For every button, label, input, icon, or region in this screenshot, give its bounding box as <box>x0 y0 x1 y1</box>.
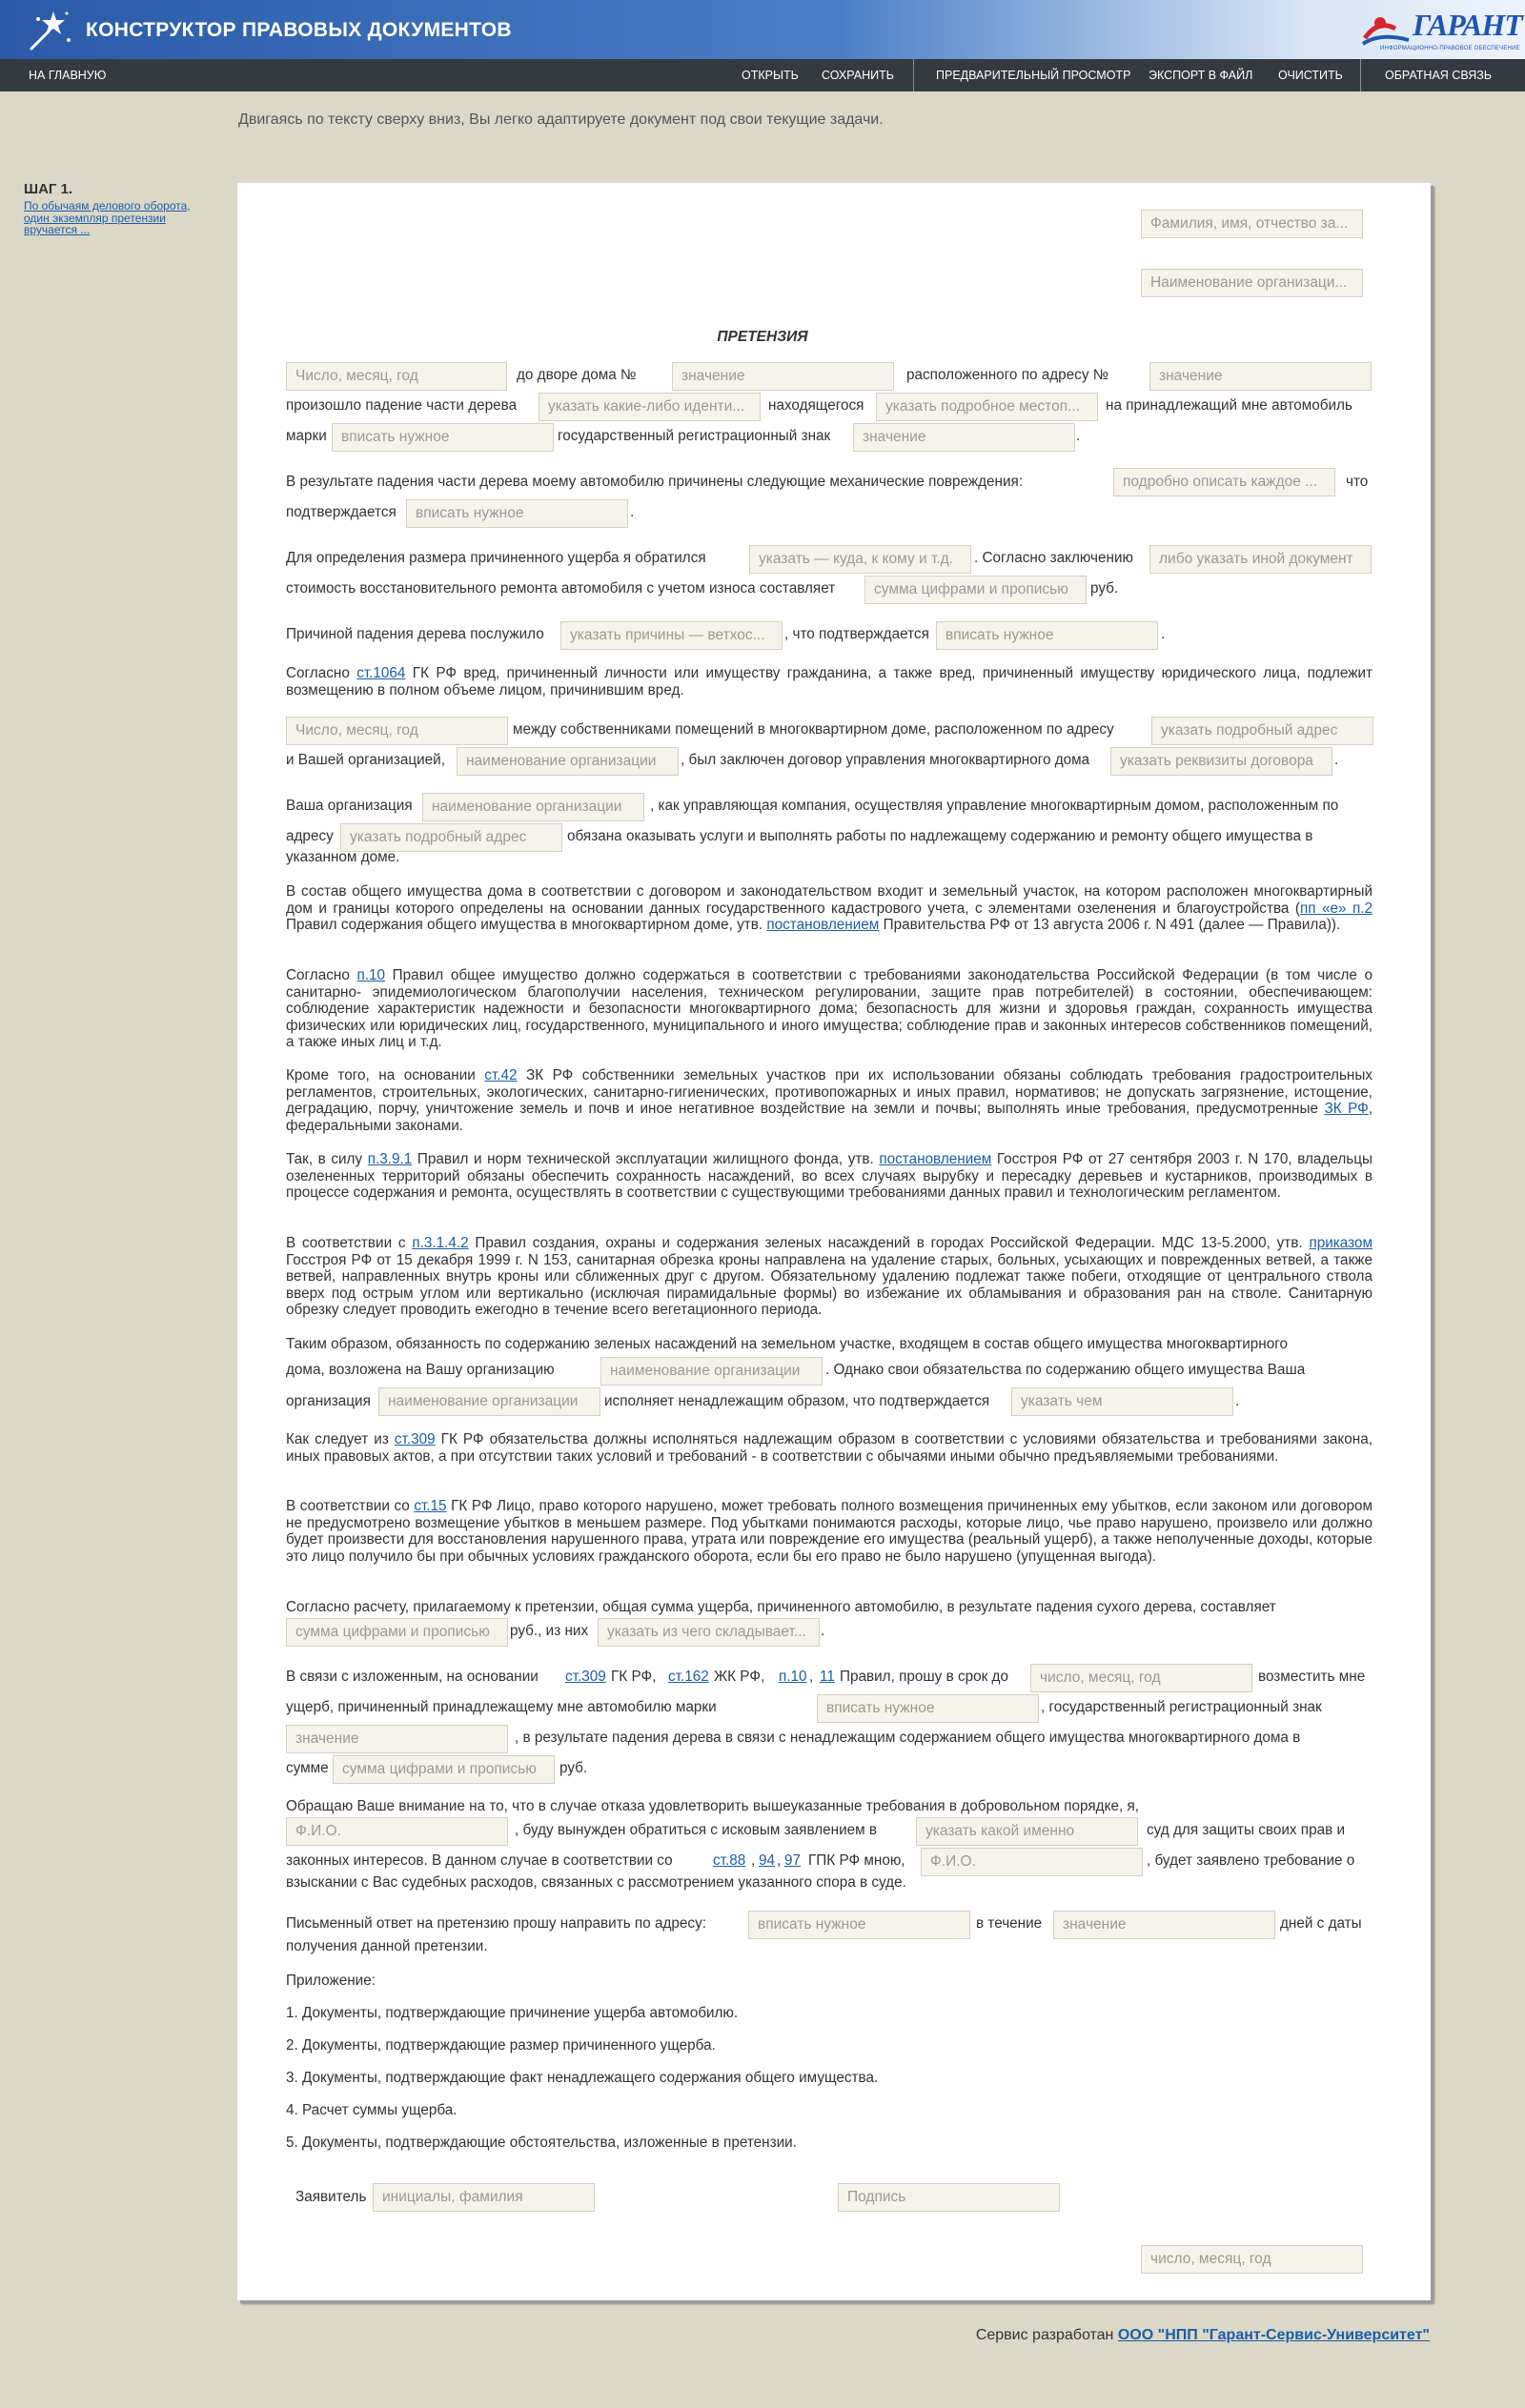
text-fragment: ГК РФ, <box>611 1669 657 1685</box>
magic-wand-icon <box>25 8 74 53</box>
applicant-initials-field[interactable]: инициалы, фамилия <box>373 2183 595 2212</box>
text-fragment: . <box>821 1623 825 1639</box>
text-fragment: . <box>1161 626 1166 642</box>
nav-preview[interactable]: ПРЕДВАРИТЕЛЬНЫЙ ПРОСМОТР <box>936 69 1131 82</box>
text-fragment: адресу <box>286 828 334 844</box>
house-address-field[interactable]: указать подробный адрес <box>340 823 562 852</box>
app-title: КОНСТРУКТОР ПРАВОВЫХ ДОКУМЕНТОВ <box>86 19 512 41</box>
text-fragment: руб. <box>559 1760 588 1776</box>
text-fragment: дней с даты <box>1280 1915 1362 1932</box>
nav-clear[interactable]: ОЧИСТИТЬ <box>1278 69 1343 82</box>
text-fragment: возместить мне <box>1258 1669 1366 1685</box>
law-link[interactable]: 94 <box>759 1852 776 1869</box>
text-fragment: Таким образом, обязанность по содержанию зеленых насаждений на земельном участке, входящем в состав общего имущества многоквартирного <box>286 1336 1289 1352</box>
law-link[interactable]: 97 <box>784 1852 802 1869</box>
garant-emblem-icon <box>1361 11 1413 50</box>
address-number-field[interactable]: значение <box>1149 362 1372 391</box>
footer: Сервис разработан ООО "НПП "Гарант-Сервис-Университет" <box>975 2327 1430 2343</box>
text-fragment: взыскании с Вас судебных расходов, связанных с рассмотрением указанного спора в суде. <box>286 1874 906 1891</box>
attachment-item: 1. Документы, подтверждающие причинение ущерба автомобилю. <box>286 2005 739 2021</box>
paragraph-land-code: Кроме того, на основании ст.42 ЗК РФ собственники земельных участков при их использовании обязаны соблюдать требования градостроительных регламентов, строительных, экологических, санитарно-гигиенических, противопожарных и иных правил, нормативов; не допускать загрязнение, истощение, деградацию, порчу, уничтожение земель и почв и иное негативное воздействие на земли и почвы; выполнять иные требования, предусмотренные ЗК РФ, федеральными законами. <box>286 1067 1373 1134</box>
text-fragment: находящегося <box>768 397 864 414</box>
tree-id-field[interactable]: указать какие-либо иденти... <box>539 393 761 421</box>
text-fragment: , был заключен договор управления многоквартирного дома <box>681 752 1090 768</box>
text-fragment: марки <box>286 428 327 444</box>
text-fragment: указанном доме. <box>286 849 400 865</box>
contract-date-field[interactable]: Число, месяц, год <box>286 717 508 745</box>
text-fragment: до дворе дома № <box>517 367 637 383</box>
applicant-label: Заявитель <box>295 2189 367 2205</box>
nav-feedback[interactable]: ОБРАТНАЯ СВЯЗЬ <box>1385 69 1493 82</box>
violation-proof-field[interactable]: указать чем <box>1011 1387 1233 1416</box>
applicant-fio-field[interactable]: Ф.И.О. <box>286 1817 508 1846</box>
recipient-fio-field[interactable]: Фамилия, имя, отчество за... <box>1141 210 1363 238</box>
nav-separator <box>1360 59 1361 91</box>
text-fragment: . <box>1334 752 1339 768</box>
law-link[interactable]: 11 <box>820 1669 835 1685</box>
text-fragment: расположенного по адресу № <box>906 367 1109 383</box>
text-fragment: ГПК РФ мною, <box>808 1852 905 1869</box>
text-fragment: . <box>630 504 635 520</box>
text-fragment: , буду вынужден обратиться с исковым заявлением в <box>515 1822 878 1838</box>
law-link[interactable]: п.10 <box>356 967 386 983</box>
management-org-field[interactable]: наименование организации <box>457 747 679 776</box>
text-fragment: . Согласно заключению <box>974 550 1133 566</box>
developer-link[interactable]: ООО "НПП "Гарант-Сервис-Университет" <box>1117 2327 1430 2343</box>
attachment-item: 5. Документы, подтверждающие обстоятельства, изложенные в претензии. <box>286 2135 797 2151</box>
text-fragment: обязана оказывать услуги и выполнять работы по надлежащему содержанию и ремонту общего имущества в <box>567 828 1313 844</box>
law-link[interactable]: пп «е» п.2 <box>1299 900 1372 917</box>
law-link[interactable]: ст.42 <box>484 1067 518 1083</box>
text-fragment: Письменный ответ на претензию прошу направить по адресу: <box>286 1915 706 1932</box>
damage-total-field[interactable]: сумма цифрами и прописью <box>286 1618 508 1647</box>
signature-date-field[interactable]: число, месяц, год <box>1141 2245 1363 2274</box>
law-link[interactable]: ст.309 <box>394 1431 436 1447</box>
expert-document-field[interactable]: либо указать иной документ <box>1149 545 1372 574</box>
text-fragment: Согласно расчету, прилагаемому к претензии, общая сумма ущерба, причиненного автомобилю, в результате падения сухого дерева, составляет <box>286 1599 1276 1615</box>
text-fragment: организация <box>286 1393 371 1409</box>
step-title: ШАГ 1. <box>24 181 73 197</box>
document-title: ПРЕТЕНЗИЯ <box>717 329 808 345</box>
text-fragment: исполняет ненадлежащим образом, что подтверждается <box>604 1393 990 1409</box>
reply-address-field[interactable]: вписать нужное <box>748 1911 970 1939</box>
damage-breakdown-field[interactable]: указать из чего складывает... <box>598 1618 820 1647</box>
law-link[interactable]: п.3.9.1 <box>367 1151 413 1167</box>
text-fragment: произошло падение части дерева <box>286 397 518 414</box>
text-fragment: Для определения размера причиненного ущерба я обратился <box>286 550 706 566</box>
nav-open[interactable]: ОТКРЫТЬ <box>742 69 799 82</box>
text-fragment: дома, возложена на Вашу организацию <box>286 1362 555 1378</box>
top-nav <box>0 59 1525 91</box>
paragraph-common-property: В состав общего имущества дома в соответствии с договором и законодательством входит и земельный участок, на котором расположен многоквартирный дом и границы которого определены на основании данных государственного кадастрового учета, с элементами озеленения и благоустройства (пп «е» п.2 Правил содержания общего имущества в многоквартирном доме, утв. постановлением Правительства РФ от 13 августа 2006 г. N 491 (далее — Правила)). <box>286 883 1372 933</box>
paragraph-art-1064: Согласно ст.1064 ГК РФ вред, причиненный личности или имуществу гражданина, а также вред, причиненный имуществу юридического лица, подлежит возмещению в полном объеме лицом, причинившим вред. <box>286 665 1373 698</box>
management-org-field[interactable]: наименование организации <box>422 793 644 821</box>
tree-location-field[interactable]: указать подробное местоп... <box>876 393 1098 421</box>
law-link[interactable]: п.10 <box>779 1669 807 1685</box>
text-fragment: Ваша организация <box>286 798 413 814</box>
attachment-item: 2. Документы, подтверждающие размер причиненного ущерба. <box>286 2037 716 2054</box>
intro-text: Двигаясь по тексту сверху вниз, Вы легко адаптируете документ под свои текущие задачи. <box>238 111 884 128</box>
app-header <box>0 0 1525 59</box>
recipient-org-field[interactable]: Наименование организаци... <box>1141 269 1363 297</box>
text-fragment: , государственный регистрационный знак <box>1041 1699 1322 1715</box>
paragraph-housing-rules: Так, в силу п.3.9.1 Правил и норм технической эксплуатации жилищного фонда, утв. постановлением Госстроя РФ от 27 сентября 2003 г. N 170, владельцы озелененных территорий обязаны обеспечить сохранность насаждений, во всех случаях вырубку и пересадку деревьев и кустарников, производимых в процессе содержания и ремонта, осуществлять в соответствии с существующими требованиями данных правил и технологическим регламентом. <box>286 1151 1372 1201</box>
text-fragment: , <box>751 1852 756 1869</box>
nav-home[interactable]: НА ГЛАВНУЮ <box>29 69 107 82</box>
text-fragment: подтверждается <box>286 504 396 520</box>
step-hint-link[interactable]: По обычаям делового оборота, один экземпляр претензии вручается ... <box>24 199 191 236</box>
court-name-field[interactable]: указать какой именно <box>916 1817 1138 1846</box>
house-address-field[interactable]: указать подробный адрес <box>1151 717 1373 745</box>
text-fragment: , <box>777 1852 782 1869</box>
signature-field[interactable]: Подпись <box>838 2183 1060 2212</box>
text-fragment: на принадлежащий мне автомобиль <box>1106 397 1352 414</box>
applicant-fio-field[interactable]: Ф.И.О. <box>921 1848 1143 1876</box>
text-fragment: , <box>809 1669 814 1685</box>
text-fragment: законных интересов. В данном случае в соответствии со <box>286 1852 673 1869</box>
reply-days-field[interactable]: значение <box>1053 1911 1275 1939</box>
car-make-field[interactable]: вписать нужное <box>332 423 554 452</box>
registration-plate-field[interactable]: значение <box>286 1725 508 1753</box>
text-fragment: что <box>1346 474 1369 490</box>
paragraph-rule-10: Согласно п.10 Правил общее имущество должно содержаться в соответствии с требованиями законодательства Российской Федерации (в том числе о санитарно- эпидемиологическом благополучии населения, техническом регулировании, защите прав потребителей) в состоянии, обеспечивающем: соблюдение характеристик надежности и безопасности многоквартирного дома; безопасность для жизни и здоровья граждан, сохранность имущества физических или юридических лиц, государственного, муниципального и иного имущества; соблюдение прав и законных интересов собственников помещений, а также иных лиц и т.д. <box>286 967 1372 1050</box>
text-fragment: суд для защиты своих прав и <box>1147 1822 1346 1838</box>
expert-contact-field[interactable]: указать — куда, к кому и т.д. <box>749 545 971 574</box>
deadline-date-field[interactable]: число, месяц, год <box>1030 1664 1252 1692</box>
damage-description-field[interactable]: подробно описать каждое ... <box>1113 468 1335 496</box>
text-fragment: государственный регистрационный знак <box>558 428 831 444</box>
text-fragment: Обращаю Ваше внимание на то, что в случае отказа удовлетворить вышеуказанные требования в добровольном порядке, я, <box>286 1798 1139 1814</box>
law-link[interactable]: п.3.1.4.2 <box>412 1235 469 1251</box>
contract-details-field[interactable]: указать реквизиты договора <box>1110 747 1332 776</box>
nav-separator <box>913 59 914 91</box>
nav-export[interactable]: ЭКСПОРТ В ФАЙЛ <box>1149 69 1253 82</box>
claim-sum-field[interactable]: сумма цифрами и прописью <box>333 1755 555 1784</box>
house-number-field[interactable]: значение <box>672 362 894 391</box>
text-fragment: В связи с изложенным, на основании <box>286 1669 539 1685</box>
law-link[interactable]: постановлением <box>766 917 880 933</box>
attachments-heading: Приложение: <box>286 1973 376 1989</box>
text-fragment: , как управляющая компания, осуществляя управление многоквартирным домом, расположенным по <box>650 798 1339 814</box>
text-fragment: , что подтверждается <box>784 626 929 642</box>
logo-brand: ГАРАНТ <box>1413 8 1522 42</box>
text-fragment: руб., из них <box>510 1623 589 1639</box>
management-org-field[interactable]: наименование организации <box>600 1357 823 1386</box>
law-link[interactable]: ст.88 <box>713 1852 746 1869</box>
text-fragment: . <box>1235 1393 1240 1409</box>
text-fragment: , в результате падения дерева в связи с ненадлежащим содержанием общего имущества многоквартирного дома в <box>515 1730 1301 1746</box>
text-fragment: стоимость восстановительного ремонта автомобиля с учетом износа составляет <box>286 580 836 597</box>
management-org-field[interactable]: наименование организации <box>378 1387 600 1416</box>
nav-save[interactable]: СОХРАНИТЬ <box>822 69 894 82</box>
paragraph-green-rules: В соответствии с п.3.1.4.2 Правил создания, охраны и содержания зеленых насаждений в городах Российской Федерации. МДС 13-5.2000, утв. приказом Госстроя РФ от 15 декабря 1999 г. N 153, санитарная обрезка кроны направлена на удаление старых, больных, усыхающих и поврежденных ветвей, а также ветвей, направленных внутрь кроны или сближенных друг с другом. Обязательному удалению подлежат также побеги, отходящие от центрального ствола вверх под острым углом или вертикально (исключая пирамидальные формы) во избежание их обламывания и образования ран на стволе. Санитарную обрезку следует проводить ежегодно в течение всего вегетационного периода. <box>286 1235 1373 1318</box>
law-link[interactable]: ст.1064 <box>356 665 406 681</box>
law-link[interactable]: ст.309 <box>565 1669 606 1685</box>
law-link[interactable]: ст.15 <box>414 1498 447 1514</box>
text-fragment: получения данной претензии. <box>286 1938 488 1954</box>
text-fragment: ущерб, причиненный принадлежащему мне автомобилю марки <box>286 1699 717 1715</box>
text-fragment: и Вашей организацией, <box>286 752 445 768</box>
law-link[interactable]: приказом <box>1309 1235 1373 1251</box>
text-fragment: в течение <box>976 1915 1043 1932</box>
law-link[interactable]: постановлением <box>879 1151 992 1167</box>
damage-proof-field[interactable]: вписать нужное <box>406 499 628 528</box>
law-link[interactable]: ЗК РФ <box>1324 1101 1369 1117</box>
text-fragment: Правил, прошу в срок до <box>840 1669 1008 1685</box>
text-fragment: , будет заявлено требование о <box>1147 1852 1355 1869</box>
attachment-item: 4. Расчет суммы ущерба. <box>286 2102 458 2118</box>
car-make-field[interactable]: вписать нужное <box>817 1694 1039 1723</box>
law-link[interactable]: ст.162 <box>668 1669 709 1685</box>
text-fragment: . <box>1076 428 1081 444</box>
registration-plate-field[interactable]: значение <box>853 423 1075 452</box>
text-fragment: ЖК РФ, <box>714 1669 765 1685</box>
repair-cost-field[interactable]: сумма цифрами и прописью <box>864 576 1087 604</box>
cause-proof-field[interactable]: вписать нужное <box>936 621 1158 650</box>
fall-cause-field[interactable]: указать причины — ветхос... <box>560 621 783 650</box>
text-fragment: между собственниками помещений в многоквартирном доме, расположенном по адресу <box>513 721 1114 738</box>
text-fragment: руб. <box>1090 580 1119 597</box>
step-panel <box>24 181 200 236</box>
date-field[interactable]: Число, месяц, год <box>286 362 507 391</box>
logo-tagline: ИНФОРМАЦИОННО-ПРАВОВОЕ ОБЕСПЕЧЕНИЕ <box>1380 46 1520 51</box>
garant-logo[interactable] <box>1361 6 1522 55</box>
paragraph-art-15: В соответствии со ст.15 ГК РФ Лицо, право которого нарушено, может требовать полного возмещения причиненных ему убытков, если законом или договором не предусмотрено возмещение убытков в меньшем размере. Под убытками понимаются расходы, которые лицо, чье право нарушено, произвело или должно будет произвести для восстановления нарушенного права, утрата или повреждение его имущества (реальный ущерб), а также неполученные доходы, которые это лицо получило бы при обычных условиях гражданского оборота, если бы его право не было нарушено (упущенная выгода). <box>286 1498 1372 1565</box>
attachment-item: 3. Документы, подтверждающие факт ненадлежащего содержания общего имущества. <box>286 2070 879 2086</box>
paragraph-art-309: Как следует из ст.309 ГК РФ обязательства должны исполняться надлежащим образом в соответствии с условиями обязательства и требованиями закона, иных правовых актов, а при отсутствии таких условий и требований - в соответствии с обычаями иными обычно предъявляемыми требованиями. <box>286 1431 1372 1465</box>
text-fragment: В результате падения части дерева моему автомобилю причинены следующие механические повреждения: <box>286 474 1024 490</box>
text-fragment: сумме <box>286 1760 329 1776</box>
text-fragment: Причиной падения дерева послужило <box>286 626 544 642</box>
text-fragment: . Однако свои обязательства по содержанию общего имущества Ваша <box>825 1362 1306 1378</box>
